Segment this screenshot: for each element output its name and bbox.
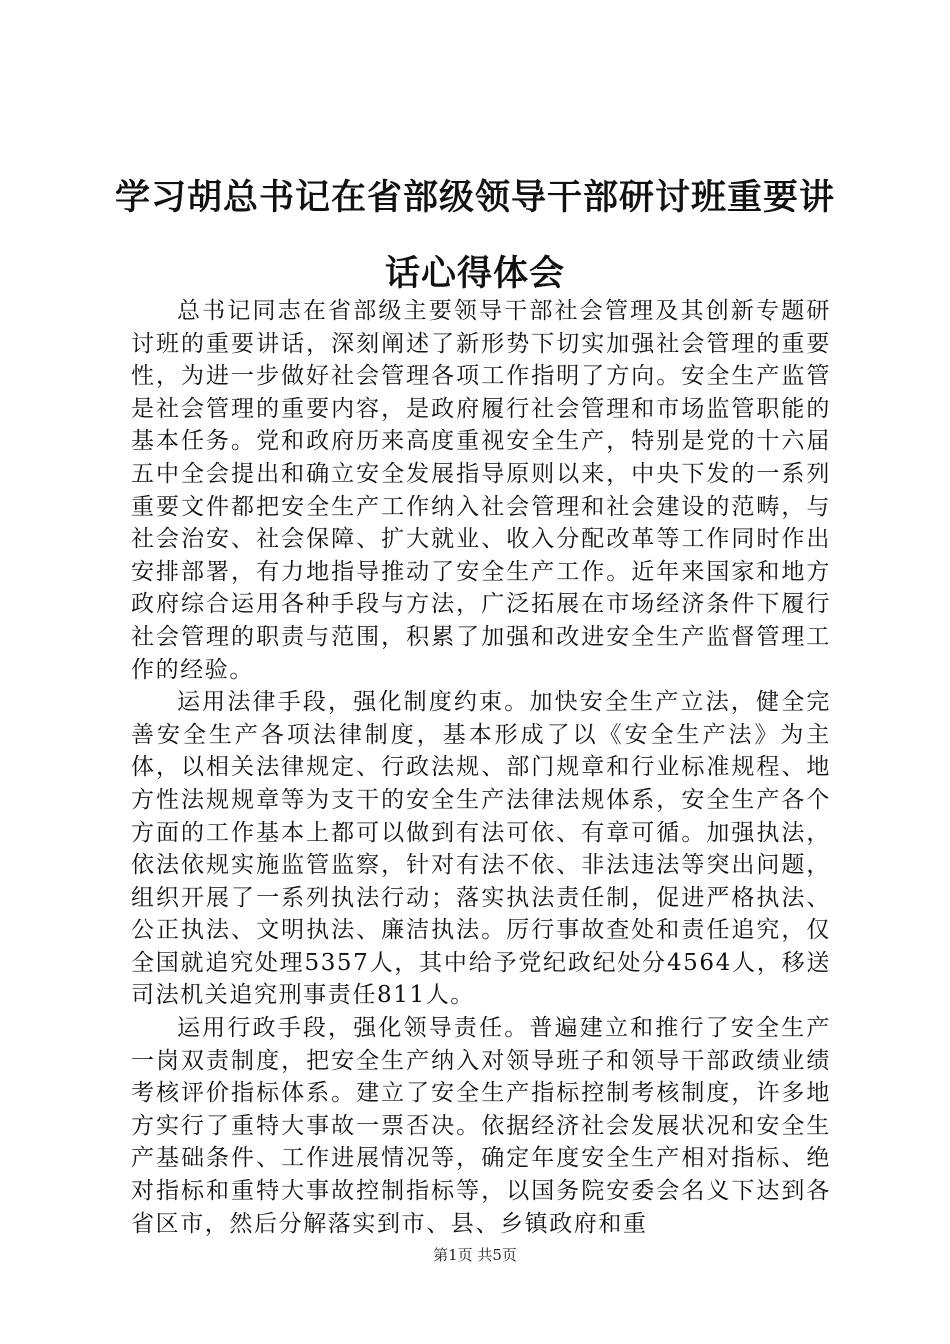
paragraph-administrative-means: 运用行政手段，强化领导责任。普遍建立和推行了安全生产一岗双责制度，把安全生产纳入对领导班子和领导干部政绩业绩考核评价指标体系。建立了安全生产指标控制考核制度，许多地方实行了重特大事故一票否决。依据经济社会发展状况和安全生产基础条件、工作进展情况等，确定年度安全生产相对指标、绝对指标和重特大事故控制指标等，以国务院安委会名义下达到各省区市，然后分解落实到市、县、乡镇政府和重 bbox=[131, 1015, 831, 1237]
page-number-footer: 第1页 共5页 bbox=[433, 1246, 517, 1264]
paragraph-intro: 总书记同志在省部级主要领导干部社会管理及其创新专题研讨班的重要讲话，深刻阐述了新形势下切实加强社会管理的重要性，为进一步做好社会管理各项工作指明了方向。安全生产监管是社会管理的重要内容，是政府履行社会管理和市场监管职能的基本任务。党和政府历来高度重视安全生产，特别是党的十六届五中全会提出和确立安全发展指导原则以来，中央下发的一系列重要文件都把安全生产工作纳入社会管理和社会建设的范畴，与社会治安、社会保障、扩大就业、收入分配改革等工作同时作出安排部署，有力地指导推动了安全生产工作。近年来国家和地方政府综合运用各种手段与方法，广泛拓展在市场经济条件下履行社会管理的职责与范围，积累了加强和改进安全生产监督管理工作的经验。 bbox=[131, 298, 831, 683]
document-body bbox=[131, 295, 831, 1240]
document-title: 学习胡总书记在省部级领导干部研讨班重要讲话心得体会 bbox=[114, 177, 835, 294]
paragraph-legal-means: 运用法律手段，强化制度约束。加快安全生产立法，健全完善安全生产各项法律制度，基本形成了以《安全生产法》为主体，以相关法律规定、行政法规、部门规章和行业标准规程、地方性法规规章等为支干的安全生产法律法规体系，安全生产各个方面的工作基本上都可以做到有法可依、有章可循。加强执法，依法依规实施监管监察，针对有法不依、非法违法等突出问题，组织开展了一系列执法行动；落实执法责任制，促进严格执法、公正执法、文明执法、廉洁执法。厉行事故查处和责任追究，仅全国就追究处理5357人，其中给予党纪政纪处分4564人，移送司法机关追究刑事责任811人。 bbox=[131, 689, 831, 1009]
